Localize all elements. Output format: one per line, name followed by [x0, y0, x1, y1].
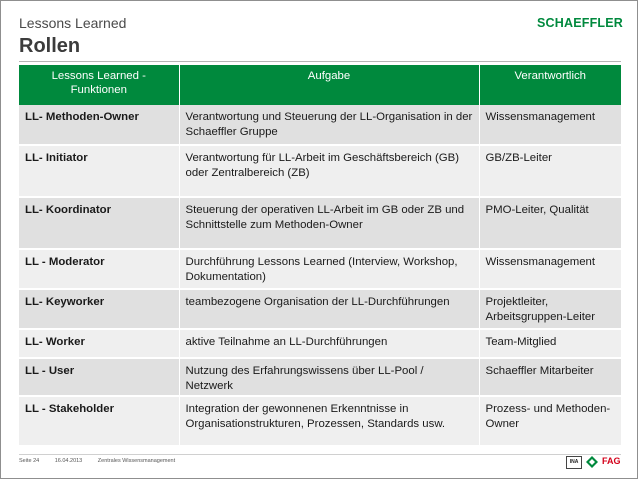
footer-divider	[19, 454, 621, 455]
table-header-row	[19, 65, 621, 105]
responsible-cell: Team-Mitglied	[479, 329, 621, 358]
responsible-cell: GB/ZB-Leiter	[479, 145, 621, 197]
task-cell: Verantwortung und Steuerung der LL-Organisation in der Schaeffler Gruppe	[179, 105, 479, 145]
role-cell: LL- Keyworker	[19, 289, 179, 329]
role-cell: LL- Initiator	[19, 145, 179, 197]
responsible-cell: Prozess- und Methoden-Owner	[479, 396, 621, 446]
role-cell: LL- Worker	[19, 329, 179, 358]
column-header-responsible: Verantwortlich	[479, 65, 621, 105]
task-cell: Verantwortung für LL-Arbeit im Geschäftsbereich (GB) oder Zentralbereich (ZB)	[179, 145, 479, 197]
footer-department: Zentrales Wissensmanagement	[97, 458, 176, 464]
responsible-cell: Wissensmanagement	[479, 249, 621, 289]
column-header-functions: Lessons Learned - Funktionen	[19, 65, 179, 105]
page-number: Seite 24	[19, 458, 40, 464]
table-row	[19, 358, 621, 396]
column-header-task: Aufgabe	[179, 65, 479, 105]
table-row	[19, 289, 621, 329]
table-row	[19, 145, 621, 197]
roles-table	[19, 65, 621, 447]
role-cell: LL- Koordinator	[19, 197, 179, 249]
task-cell: teambezogene Organisation der LL-Durchführungen	[179, 289, 479, 329]
table-row	[19, 105, 621, 145]
table-row	[19, 249, 621, 289]
slide-title: Rollen	[19, 35, 81, 57]
schaeffler-logo: SCHAEFFLER	[537, 16, 624, 30]
responsible-cell: Projektleiter, Arbeitsgruppen-Leiter	[479, 289, 621, 329]
responsible-cell: PMO-Leiter, Qualität	[479, 197, 621, 249]
table-row	[19, 329, 621, 358]
task-cell: Integration der gewonnenen Erkenntnisse in Organisationstrukturen, Prozessen, Standards usw.	[179, 396, 479, 446]
task-cell: Nutzung des Erfahrungswissens über LL-Pool / Netzwerk	[179, 358, 479, 396]
ina-logo: INA	[566, 456, 582, 469]
luk-diamond-icon	[586, 456, 598, 468]
role-cell: LL- Methoden-Owner	[19, 105, 179, 145]
role-cell: LL - User	[19, 358, 179, 396]
title-divider	[19, 61, 621, 62]
fag-logo: FAG	[602, 456, 621, 466]
responsible-cell: Wissensmanagement	[479, 105, 621, 145]
task-cell: Steuerung der operativen LL-Arbeit im GB oder ZB und Schnittstelle zum Methoden-Owner	[179, 197, 479, 249]
task-cell: aktive Teilnahme an LL-Durchführungen	[179, 329, 479, 358]
responsible-cell: Schaeffler Mitarbeiter	[479, 358, 621, 396]
role-cell: LL - Moderator	[19, 249, 179, 289]
role-cell: LL - Stakeholder	[19, 396, 179, 446]
footer	[19, 458, 189, 464]
table-row	[19, 396, 621, 446]
task-cell: Durchführung Lessons Learned (Interview, Workshop, Dokumentation)	[179, 249, 479, 289]
slide-subtitle: Lessons Learned	[19, 15, 127, 31]
footer-date: 16.04.2013	[54, 458, 83, 464]
table-row	[19, 197, 621, 249]
